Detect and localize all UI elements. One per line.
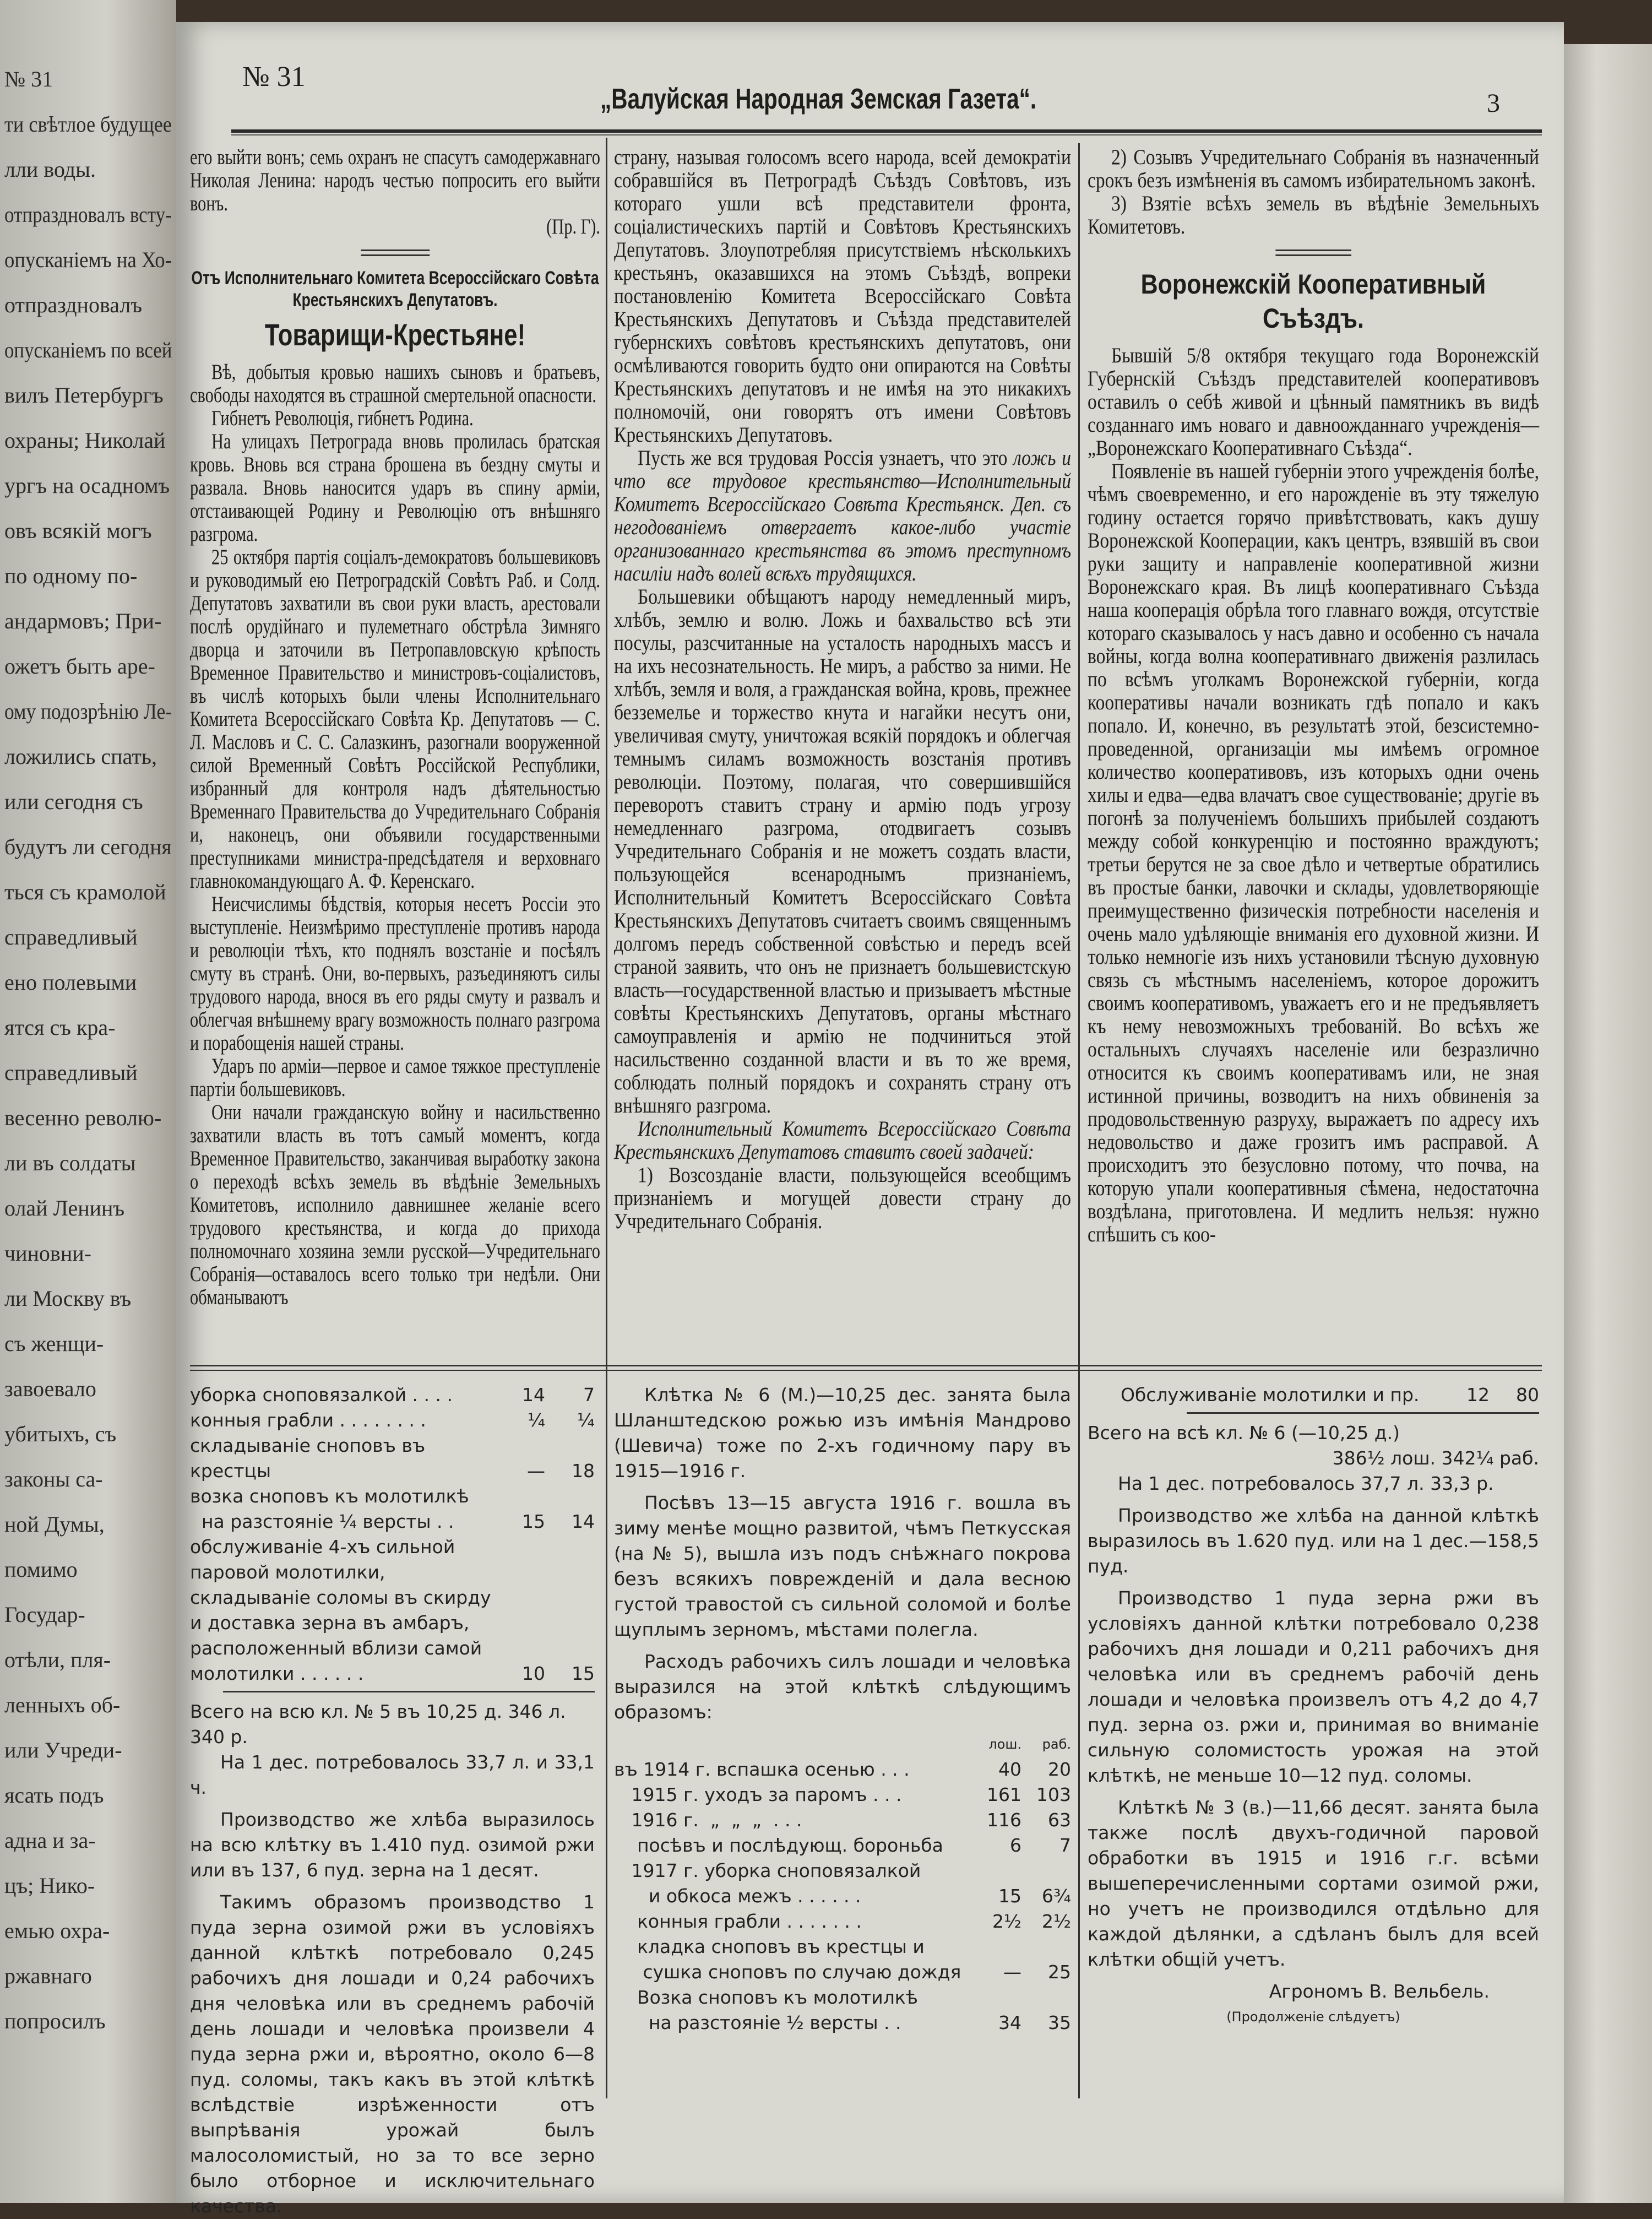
previous-page-text-fragment: попросилъ [4, 2009, 106, 2033]
continued-note: (Продолженіе слѣдуетъ) [1226, 2009, 1400, 2025]
emphasized-text: Исполнительный Комитетъ Всероссійскаго Совѣта Крестьянскихъ Депутатовъ ставитъ своей задачей: [614, 1117, 1071, 1164]
previous-page-text-fragment: вилъ Петербургъ [4, 383, 164, 408]
table-row [190, 1484, 595, 1534]
previous-page-text-fragment: опусканіемъ на Хо- [4, 247, 172, 272]
paragraph [614, 1117, 1071, 1164]
paragraph-text: Пусть же вся трудовая Россія узнаетъ, что это [638, 446, 1014, 470]
previous-page-text-fragment: ти свѣтлое будущее [4, 112, 172, 137]
previous-page-text-fragment: ржавнаго [4, 1963, 92, 1988]
row-label: конныя грабли . . . . . . . . [190, 1409, 426, 1431]
previous-page-text-fragment: ли Москву въ [4, 1286, 132, 1311]
previous-page-text-fragment: охраны; Николай [4, 428, 166, 453]
paragraph: На 1 дес. потребовалось 37,7 л. 33,3 р. [1118, 1473, 1494, 1494]
value-horse: 6 [1010, 1835, 1021, 1856]
previous-page-text-fragment: олай Ленинъ [4, 1196, 125, 1220]
previous-page-text-fragment: ургъ на осадномъ [4, 473, 170, 498]
previous-page-text-fragment: андармовъ; При- [4, 609, 162, 633]
author-signature: Агрономъ В. Вельбель. [1269, 1981, 1490, 2002]
masthead-rule [231, 129, 1542, 135]
previous-page-text-fragment: ложились спать, [4, 744, 157, 769]
paragraph: Производство 1 пуда зерна ржи въ условіяхъ данной клѣтки потребовало 0,238 рабочихъ дня лошади и 0,211 рабочихъ дня человѣка или въ среднемъ рабочій день лошади и человѣка произвелъ отъ 4,2 до 4,7 пуд. зерна оз. ржи и, принимая во вниманіе сильную соломистость урожая на этой клѣткѣ, не меньше 10—12 пуд. соломы. [1088, 1587, 1539, 1786]
previous-page-text-fragment: будутъ ли сегодня [4, 834, 172, 859]
value-worker: 14 [572, 1511, 595, 1532]
column-appeal-continued [614, 146, 1071, 1360]
row-label: складываніе сноповъ въ крестцы [190, 1435, 431, 1482]
previous-page-edge [0, 0, 176, 2203]
source-credit: (Пр. Г). [546, 215, 600, 238]
value-worker: 103 [1036, 1784, 1071, 1805]
value-worker: 7 [1059, 1835, 1071, 1856]
report-plot-5 [190, 1382, 595, 2217]
value-worker: 2½ [1042, 1911, 1071, 1932]
previous-page-text-fragment: ться съ крамолой [4, 880, 166, 904]
paragraph: Расходъ рабочихъ силъ лошади и человѣка выразился на этой клѣткѣ слѣдующимъ образомъ: [614, 1651, 1071, 1723]
paragraph: страну, называя голосомъ всего народа, всей демократіи собравшійся въ Петроградѣ Съѣздъ Совѣтовъ, изъ котораго ушли всѣ представители фронта, соціалистическихъ партій и Совѣтовъ Крестьянскихъ Депутатовъ. Злоупотребляя присутствіемъ нѣсколькихъ крестьянъ, оказавшихся на этомъ Съѣздѣ, вопреки постановленію Комитета Всероссійскаго Совѣта Крестьянскихъ Депутатовъ и Съѣзда представителей губернскихъ совѣтовъ крестьянскихъ депутатовъ, они осмѣливаются говорить будто они опираются на Совѣты Крестьянскихъ депутатовъ и не имѣя на это никакихъ полномочій, они говорятъ отъ имени Совѣтовъ Крестьянскихъ Депутатовъ. [614, 145, 1071, 447]
table-row [614, 1833, 1071, 1858]
paragraph: Они начали гражданскую войну и насильственно захватили власть въ тотъ самый моментъ, когда Временное Правительство, заканчивая выработку закона о переходѣ всѣхъ земель въ вѣдѣніе Земельныхъ Комитетовъ, исполнило давнишнее желаніе всего трудового крестьянства, и когда до прихода полномочнаго хозяина земли русской—Учредительнаго Собранія—оставалось всего только три недѣли. Они обманываютъ [190, 1100, 600, 1309]
column-appeal [190, 146, 600, 1360]
row-label: 1915 г. уходъ за паромъ . . . [614, 1784, 902, 1805]
previous-page-text-fragment: ятся съ кра- [4, 1015, 116, 1040]
paragraph: Бывшій 5/8 октября текущаго года Воронежскій Губернскій Съѣздъ представителей кооперативовъ оставилъ о себѣ живой и цѣнный памятникъ въ видѣ созданнаго имъ новаго и давноожданнаго учрежденія—„Воронежскаго Кооперативнаго Съѣзда“. [1088, 344, 1539, 460]
row-label: конныя грабли . . . . . . . [614, 1911, 862, 1932]
paragraph: Большевики обѣщаютъ народу немедленный миръ, хлѣбъ, землю и волю. Ложь и бахвальство всѣ эти посулы, разсчитанные на усталость народныхъ массъ и на ихъ несознательность. Не миръ, а рабство за ними. Не хлѣбъ, земля и воля, а гражданская война, кровь, прежнее безземелье и торжество кнута и нагайки несутъ они, увеличивая смуту, уничтожая всякій порядокъ и облегчая темнымъ силамъ возможность возстанія противъ революціи. Поэтому, полагая, что совершившійся переворотъ ставитъ страну и армію подъ угрозу немедленнаго разгрома, отодвигаетъ созывъ Учредительнаго Собранія и не можетъ создать власти, пользующейся всенароднымъ признаніемъ, Исполнительный Комитетъ Всероссійскаго Совѣта Крестьянскихъ Депутатовъ считаетъ своимъ священнымъ долгомъ передъ собственной совѣстью и передъ всей страной заявить, что онъ не признаетъ большевистскую власть—государственной властью и призываетъ мѣстные совѣты Крестьянскихъ Депутатовъ, органы мѣстнаго самоуправленія и армію не подчиниться этой насильственно созданной власти и въ то же время, соблюдать полный порядокъ и сохранять страну отъ внѣшняго разгрома. [614, 585, 1071, 1117]
previous-page-text-fragment: ной Думы, [4, 1512, 105, 1537]
paragraph: Гибнетъ Революція, гибнетъ Родина. [211, 406, 474, 430]
previous-page-text-fragment: ясать подъ [4, 1783, 104, 1808]
paragraph: 3) Взятіе всѣхъ земель въ вѣдѣніе Земельныхъ Комитетовъ. [1088, 192, 1539, 238]
row-label: въ 1914 г. вспашка осенью . . . [614, 1759, 910, 1780]
previous-page-text-fragment: справедливый [4, 1060, 138, 1085]
rule [1187, 1412, 1539, 1414]
table-row [1088, 1382, 1539, 1408]
value-worker: 7 [583, 1384, 595, 1406]
previous-page-text-fragment: емью охра- [4, 1918, 110, 1943]
column-divider [1078, 143, 1080, 2098]
report-plot-6-summary [1088, 1382, 1539, 2098]
value-worker: ¼ [577, 1409, 595, 1431]
value-horse: 161 [987, 1784, 1021, 1805]
previous-page-text-fragment: завоевало [4, 1376, 96, 1401]
paragraph: На 1 дес. потребовалось 33,7 л. и 33,1 ч. [190, 1751, 595, 1798]
previous-page-text-fragment: цъ; Нико- [4, 1873, 95, 1898]
table-row [614, 1757, 1071, 1782]
value-worker: 15 [572, 1663, 595, 1684]
paragraph: Клѣтка № 6 (М.)—10,25 дес. занята была Шланштедскою рожью изъ имѣнія Мандрово (Шевича) тоже по 2-хъ годичному пару въ 1915—1916 г. [614, 1384, 1071, 1482]
rule [223, 1691, 595, 1692]
page-number: 3 [1487, 89, 1500, 118]
table-row [190, 1408, 595, 1433]
value-horse: 116 [987, 1809, 1021, 1831]
row-label: 1916 г. „ „ „ . . . [614, 1809, 802, 1831]
paragraph: Такимъ образомъ производство 1 пуда зерна озимой ржи въ условіяхъ данной клѣткѣ потребовало 0,245 рабочихъ дня лошади и 0,24 рабочихъ дня человѣка или въ среднемъ рабочій день лошади и человѣка произвели 4 пуда зерна ржи и, вѣроятно, около 6—8 пуд. соломы, такъ какъ въ этой клѣткѣ вслѣдствіе изрѣженности отъ выпрѣванія урожай былъ малосоломистый, но за то все зерно было отборное и исключительнаго качества. [190, 1891, 595, 2217]
previous-page-text-fragment: весенно револю- [4, 1105, 162, 1130]
divider [1275, 249, 1351, 256]
value-horse: 40 [998, 1759, 1021, 1780]
value-horse: 2½ [992, 1911, 1021, 1932]
row-label: кладка сноповъ въ крестцы и сушка сноповъ по случаю дождя [637, 1936, 961, 1983]
value-horse: 15 [522, 1511, 545, 1532]
previous-page-text-fragment: отпраздновалъ всту- [4, 202, 172, 227]
previous-page-text-fragment: чиновни- [4, 1241, 91, 1266]
column-header-worker: раб. [1042, 1737, 1071, 1752]
page-stack-edge [1558, 44, 1652, 2203]
paragraph: Вѣ, добытыя кровью нашихъ сыновъ и братьевъ, свободы находятся въ страшной смертельной опасности. [190, 360, 600, 407]
row-value: 80 [1516, 1384, 1539, 1406]
divider [361, 249, 430, 256]
total-line: Всего на всю кл. № 5 въ 10,25 д. 346 л. 340 р. [190, 1701, 566, 1748]
value-horse: ¼ [528, 1409, 545, 1431]
table-header [614, 1732, 1071, 1757]
column-header-horse: лош. [988, 1737, 1021, 1752]
emphasized-text: ложь и что все трудовое крестьянство—Исполнительный Комитетъ Всероссійскаго Совѣта Крестьянск. Деп. съ негодованіемъ отвергаетъ какое-либо участіе организованнаго крестьянства въ этомъ преступномъ насиліи надъ волей всѣхъ трудящихся. [614, 446, 1072, 585]
paragraph: 25 октября партія соціалъ-демократовъ большевиковъ и руководимый ею Петроградскій Совѣтъ Раб. и Солд. Депутатовъ захватили въ свои руки власть, арестовали послѣ орудійнаго и пулеметнаго обстрѣла Зимняго дворца и заточили въ Петропавловскую крѣпость Временное Правительство и министровъ-соціалистовъ, въ числѣ которыхъ были члены Исполнительнаго Комитета Всероссійскаго Совѣта Кр. Депутатовъ — С. Л. Масловъ и С. С. Салазкинъ, разогнали вооруженной силой Временный Совѣтъ Россійской Республики, избранный для контроля надъ дѣятельностью Временнаго Правительства до Учредительнаго Собранія и, наконецъ, они объявили государственными преступниками министра-предсѣдателя и верховнаго главнокомандующаго А. Ф. Керенскаго. [190, 545, 600, 893]
paragraph: На улицахъ Петрограда вновь пролилась братская кровь. Вновь вся страна брошена въ бездну смуты и развала. Вновь наносится ударъ въ спину арміи, отстаивающей Родину и Революцію отъ внѣшняго разгрома. [190, 430, 600, 546]
previous-page-text-fragment: убитыхъ, съ [4, 1422, 117, 1446]
previous-page-text-fragment: ено полевыми [4, 970, 137, 995]
previous-page-text-fragment: отѣли, пля- [4, 1647, 111, 1672]
table-row [190, 1382, 595, 1408]
value-worker: 25 [1048, 1961, 1071, 1983]
previous-page-text-fragment: ленныхъ об- [4, 1692, 121, 1717]
row-label: обслуживаніе 4-хъ сильной паровой молотилки, складываніе соломы въ скирду и доставка зерна въ амбаръ, расположенный вблизи самой молотилки . . . . . . [190, 1536, 497, 1684]
table-row [190, 1534, 595, 1686]
value-worker: 6¾ [1042, 1885, 1071, 1907]
value-worker: 18 [572, 1460, 595, 1482]
previous-page-text-fragment: ли въ солдаты [4, 1151, 136, 1175]
value-horse: 34 [998, 2012, 1021, 2033]
value-worker: 63 [1048, 1809, 1071, 1831]
paragraph: Производство же хлѣба выразилось на всю клѣтку въ 1.410 пуд. озимой ржи или въ 137, 6 пуд. зерна на 1 десят. [190, 1809, 595, 1881]
previous-page-text-fragment: опусканіемъ по всей [4, 338, 172, 362]
row-label: Обслуживаніе молотилки и пр. [1121, 1384, 1420, 1406]
previous-page-text-fragment: ожетъ быть аре- [4, 654, 155, 679]
paragraph: Неисчислимы бѣдствія, которыя несетъ Россіи это выступленіе. Неизмѣримо преступленіе противъ народа и революціи тѣхъ, кто поднялъ возстаніе и посѣялъ смуту въ странѣ. Они, во-первыхъ, разъединяютъ силы трудового народа, внося въ его ряды смуту и развалъ и облегчая внѣшнему врагу возможность полнаго разгрома и порабощенія нашей страны. [190, 892, 600, 1055]
issue-number: № 31 [242, 61, 306, 93]
paragraph: Ударъ по арміи—первое и самое тяжкое преступленіе партіи большевиковъ. [190, 1054, 600, 1101]
report-plot-6 [614, 1382, 1071, 2098]
previous-page-text-fragment: законы са- [4, 1467, 103, 1491]
value-horse: 10 [522, 1663, 545, 1684]
article-title: Воронежскій Кооперативный Съѣздъ. [1140, 269, 1486, 334]
table-row [614, 1909, 1071, 1934]
previous-page-text-fragment: съ женщи- [4, 1331, 104, 1356]
total-line: Всего на всѣ кл. № 6 (—10,25 д.) [1088, 1422, 1400, 1444]
row-label: возка сноповъ къ молотилкѣ на разстояніе ¼ версты . . [190, 1485, 469, 1532]
section-separator [190, 1365, 1542, 1371]
row-label: посѣвъ и послѣдующ. бороньба [614, 1835, 943, 1856]
article-title: Товарищи-Крестьяне! [264, 317, 526, 352]
column-divider [606, 138, 607, 2098]
paragraph [614, 447, 1071, 585]
previous-page-text-fragment: ому подозрѣнію Ле- [4, 699, 172, 724]
paragraph: Клѣткѣ № 3 (в.)—11,66 десят. занята была также послѣ двухъ-годичной паровой обработки въ 1915 и 1916 г.г. всѣми вышеперечисленными сортами озимой ржи, но учетъ не производился отдѣльно для каждой дѣлянки, а сдѣланъ былъ для всей клѣтки общій учетъ. [1088, 1797, 1539, 1970]
value-worker: 20 [1048, 1759, 1071, 1780]
paragraph: Посѣвъ 13—15 августа 1916 г. вошла въ зиму менѣе мощно развитой, чѣмъ Петкусская (на № 5), вышла изъ подъ снѣжнаго покрова безъ всякихъ поврежденій и дала весною густой травостой съ сильной соломой и болѣе щуплымъ зерномъ, мѣстами полегла. [614, 1492, 1071, 1640]
row-value: 12 [1466, 1384, 1490, 1406]
previous-page-text-fragment: справедливый [4, 925, 138, 950]
previous-page-text-fragment: отпраздновалъ [4, 292, 143, 317]
previous-page-text-fragment: или сегодня съ [4, 789, 143, 814]
previous-page-text-fragment: лли воды. [4, 157, 96, 182]
table-row [614, 1985, 1071, 2036]
value-horse: 15 [998, 1885, 1021, 1907]
paragraph: Появленіе въ нашей губерніи этого учрежденія болѣе, чѣмъ своевременно, и его нарожденіе въ эту тяжелую годину остается горячо привѣтствовать, какъ душу Воронежской Кооперации, какъ центръ, взявшій въ свои руки защиту и направленіе кооперативной жизни Воронежскаго края. Въ лицѣ кооперативнаго Съѣзда наша кооперація обрѣла того главнаго вождя, отсутствіе котораго сказывалось у насъ давно и особенно съ начала войны, когда волна кооперативнаго движенія разлилась по всѣмъ уголкамъ Воронежской губерніи, когда кооперативы начали возникать гдѣ попало и какъ попало. И, конечно, въ результатѣ этой, безсистемно-проведенной, организаціи мы имѣемъ огромное количество кооперативовъ, изъ которыхъ одни очень хилы и едва—едва влачатъ свое существованіе; другіе въ погонѣ за полученіемъ большихъ прибылей создаютъ между собой конкуренцію и постоянно враждуютъ; третьи берутся не за свое дѣло и четвертые обратились въ простые банки, лавочки и склады, удовлетворяющіе преимущественно физическія потребности населенія и очень мало удѣляющіе вниманія его духовной жизни. И только немногіе изъ нихъ установили тѣсную духовную связь съ мѣстнымъ населеніемъ, которое дорожитъ своимъ кооперативомъ, уважаетъ его и не предъявляетъ къ нему невозможныхъ требованій. Во всѣхъ же остальныхъ случаяхъ населеніе или безразлично относится къ своимъ кооперативамъ или, не зная истинной причины, возводитъ на нихъ обвиненія за продовольственную разруху, выражаетъ по адресу ихъ недовольство и даже грозитъ имъ расправой. А происходитъ это безусловно потому, что почва, на которую упали кооперативныя сѣмена, недостаточна воздѣлана, приготовлена. И медлить нельзя: нужно спѣшить съ коо- [1088, 459, 1539, 1246]
row-label: 1917 г. уборка сноповязалкой и обкоса межъ . . . . . . [631, 1860, 921, 1907]
value-horse: — [1003, 1961, 1021, 1983]
previous-page-text-fragment: адна и за- [4, 1828, 96, 1853]
row-label: Возка сноповъ къ молотилкѣ на разстояніе ½ версты . . [637, 1987, 918, 2033]
row-label: уборка сноповязалкой . . . . [190, 1384, 453, 1406]
value-worker: 35 [1048, 2012, 1071, 2033]
table-row [614, 1808, 1071, 1833]
previous-page-text-fragment: Государ- [4, 1602, 85, 1627]
value-horse: — [527, 1460, 545, 1482]
total-values: 386½ лош. 342¼ раб. [1332, 1447, 1539, 1469]
previous-page-text-fragment: овъ всякій могъ [4, 518, 152, 543]
paragraph: 2) Созывъ Учредительнаго Собранія въ назначенный срокъ безъ измѣненія въ самомъ избирательномъ законѣ. [1088, 145, 1539, 192]
newspaper-title: „Валуйская Народная Земская Газета“. [600, 83, 1037, 115]
previous-page-text-fragment: помимо [4, 1557, 78, 1582]
previous-page-text-fragment: или Учреди- [4, 1738, 122, 1762]
table-row [190, 1433, 595, 1484]
article-lead-text: его выйти вонъ; семь охранъ не спасутъ самодержавнаго Николая Ленина: народъ честью попросить его выйти вонъ. [190, 145, 600, 215]
previous-page-text-fragment: № 31 [4, 67, 53, 91]
paragraph: Производство же хлѣба на данной клѣткѣ выразилось въ 1.620 пуд. или на 1 дес.—158,5 пуд. [1088, 1505, 1539, 1577]
table-row [614, 1858, 1071, 1909]
value-horse: 14 [522, 1384, 545, 1406]
paragraph: 1) Возсозданіе власти, пользующейся всеобщимъ признаніемъ и могущей довести страну до Учредительнаго Собранія. [614, 1163, 1071, 1233]
table-row [614, 1934, 1071, 1985]
column-cooperative [1088, 146, 1539, 1360]
article-kicker: Отъ Исполнительнаго Комитета Всероссійскаго Совѣта Крестьянскихъ Депутатовъ. [191, 268, 599, 311]
previous-page-text-fragment: по одному по- [4, 563, 138, 588]
table-row [614, 1782, 1071, 1808]
